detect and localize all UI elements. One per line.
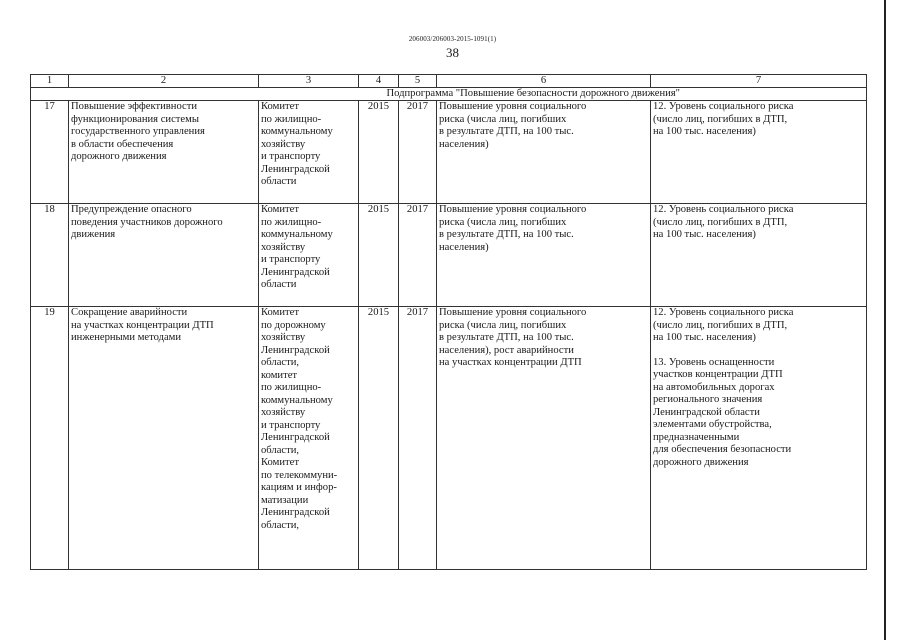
measure-line: дорожного движения (71, 151, 167, 162)
paragraph-gap (653, 345, 864, 357)
measure-cell (69, 101, 259, 204)
result-line: в результате ДТП, на 100 тыс. (439, 229, 574, 240)
executor-line: кациям и инфор- (261, 482, 337, 493)
measure-cell (69, 204, 259, 307)
row-number: 17 (31, 101, 69, 204)
table-row (31, 307, 867, 570)
executor-line: коммунальному (261, 394, 333, 406)
column-number: 4 (359, 75, 399, 88)
executor-line: Комитет (261, 307, 299, 318)
table-row (31, 101, 867, 204)
indicator-line: предназначенными (653, 431, 740, 443)
measure-line: Предупреждение опасного (71, 204, 192, 215)
result-line: Повышение уровня социального (439, 307, 587, 318)
row-number: 18 (31, 204, 69, 307)
measure-line: в области обеспечения (71, 138, 174, 150)
result-line: населения), рост аварийности (439, 344, 574, 356)
executor-line: Комитет (261, 204, 299, 215)
indicator-line: для обеспечения безопасности (653, 444, 792, 455)
executor-line: области (261, 176, 297, 187)
result-line: риска (числа лиц, погибших (439, 319, 567, 331)
executor-line: по жилищно- (261, 216, 322, 228)
measure-line: движения (71, 229, 116, 240)
page-border (884, 0, 886, 640)
program-measures-table (30, 74, 867, 570)
executor-line: области, (261, 357, 300, 368)
subprogram-row (31, 88, 867, 101)
table-row (31, 204, 867, 307)
indicator-line: регионального значения (653, 394, 763, 405)
result-line: риска (числа лиц, погибших (439, 113, 567, 125)
measure-line: поведения участников дорожного (71, 216, 223, 228)
indicator-line: 12. Уровень социального риска (653, 307, 794, 318)
measure-line: на участках концентрации ДТП (71, 319, 214, 331)
indicator-cell (651, 307, 867, 570)
measure-line: Сокращение аварийности (71, 307, 188, 318)
executor-line: области (261, 279, 297, 290)
column-number: 7 (651, 75, 867, 88)
result-cell (437, 204, 651, 307)
executor-line: по жилищно- (261, 113, 322, 125)
result-line: в результате ДТП, на 100 тыс. (439, 126, 574, 137)
executor-line: Ленинградской (261, 266, 330, 278)
indicator-line: Ленинградской области (653, 406, 760, 418)
executor-cell (259, 204, 359, 307)
subprogram-title: Подпрограмма "Повышение безопасности дорожного движения" (31, 88, 867, 101)
executor-line: и транспорту (261, 419, 321, 431)
column-number: 5 (399, 75, 437, 88)
indicator-line: 12. Уровень социального риска (653, 101, 794, 112)
indicator-line: (число лиц, погибших в ДТП, (653, 113, 788, 125)
indicator-line: (число лиц, погибших в ДТП, (653, 216, 788, 228)
result-line: на участках концентрации ДТП (439, 357, 582, 368)
end-year: 2017 (399, 101, 437, 204)
executor-line: и транспорту (261, 151, 321, 162)
result-line: в результате ДТП, на 100 тыс. (439, 332, 574, 343)
measure-line: государственного управления (71, 126, 205, 137)
indicator-line: элементами обустройства, (653, 419, 772, 430)
indicator-cell (651, 204, 867, 307)
executor-cell (259, 101, 359, 204)
result-line: риска (числа лиц, погибших (439, 216, 567, 228)
result-cell (437, 307, 651, 570)
executor-line: области, (261, 444, 300, 456)
executor-line: по дорожному (261, 319, 326, 331)
executor-cell (259, 307, 359, 570)
indicator-line: на 100 тыс. населения) (653, 332, 756, 343)
indicator-line: на 100 тыс. населения) (653, 126, 756, 137)
executor-line: области, (261, 519, 300, 531)
indicator-line: дорожного движения (653, 456, 749, 468)
executor-line: и транспорту (261, 254, 321, 265)
indicator-line: 12. Уровень социального риска (653, 204, 794, 215)
end-year: 2017 (399, 307, 437, 570)
indicator-line: на 100 тыс. населения) (653, 229, 756, 240)
executor-line: комитет (261, 369, 298, 381)
document-code: 206003/206003-2015-1091(1) (408, 35, 497, 43)
executor-line: Комитет (261, 101, 299, 112)
result-line: Повышение уровня социального (439, 204, 587, 215)
measure-line: функционирования системы (71, 113, 199, 125)
executor-line: хозяйству (261, 407, 306, 418)
column-number: 3 (259, 75, 359, 88)
page-number: 38 (446, 45, 459, 60)
executor-line: Ленинградской (261, 344, 330, 356)
executor-line: коммунальному (261, 126, 333, 137)
executor-line: матизации (261, 494, 309, 506)
indicator-cell (651, 101, 867, 204)
executor-line: хозяйству (261, 241, 306, 253)
result-line: населения) (439, 241, 489, 253)
executor-line: Ленинградской (261, 163, 330, 175)
result-line: населения) (439, 138, 489, 150)
result-cell (437, 101, 651, 204)
executor-line: хозяйству (261, 138, 306, 150)
end-year: 2017 (399, 204, 437, 307)
start-year: 2015 (359, 307, 399, 570)
executor-line: хозяйству (261, 332, 306, 343)
executor-line: Ленинградской (261, 432, 330, 443)
indicator-line: на автомобильных дорогах (653, 381, 775, 393)
row-number: 19 (31, 307, 69, 570)
indicator-line: 13. Уровень оснащенности (653, 356, 775, 368)
column-number: 1 (31, 75, 69, 88)
column-number: 6 (437, 75, 651, 88)
executor-line: по жилищно- (261, 382, 322, 393)
column-number-row (31, 75, 867, 88)
start-year: 2015 (359, 204, 399, 307)
executor-line: Ленинградской (261, 507, 330, 518)
start-year: 2015 (359, 101, 399, 204)
measure-line: Повышение эффективности (71, 101, 198, 112)
executor-line: коммунальному (261, 229, 333, 240)
executor-line: Комитет (261, 457, 299, 468)
measure-line: инженерными методами (71, 332, 182, 343)
result-line: Повышение уровня социального (439, 101, 587, 112)
executor-line: по телекоммуни- (261, 469, 338, 481)
measure-cell (69, 307, 259, 570)
indicator-line: (число лиц, погибших в ДТП, (653, 319, 788, 331)
indicator-line: участков концентрации ДТП (653, 369, 783, 380)
column-number: 2 (69, 75, 259, 88)
